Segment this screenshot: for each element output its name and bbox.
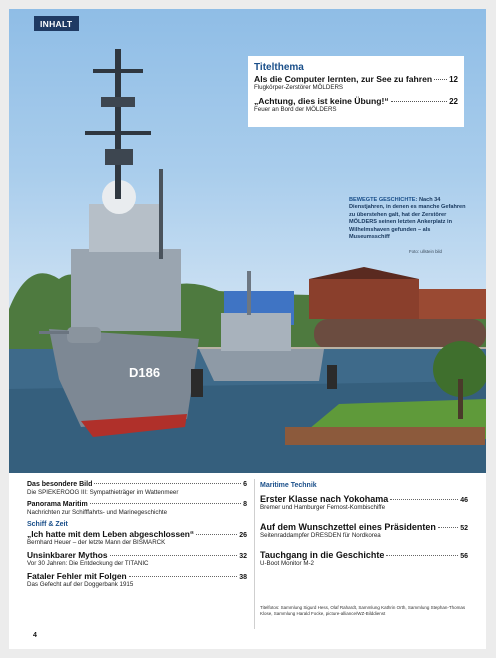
leader-dots — [391, 101, 447, 102]
toc-page-number: 46 — [460, 497, 468, 504]
mast-yard-2 — [85, 131, 151, 135]
aft-mast — [159, 169, 163, 259]
toc-entry[interactable] — [260, 522, 468, 540]
leader-dots — [94, 483, 241, 484]
toc-section-label: Panorama Maritim — [27, 501, 88, 508]
photo-credits: Titelfotos: Sammlung Sigurd Hess, Olaf Rahardt, Sammlung Kathrin Orth, Sammlung Stephan-Thomas Klose, Sammlung Harald Focke, picture-alliance/WZ-Bilddienst — [260, 605, 466, 616]
mast-platform — [105, 149, 133, 165]
toc-entry-title: Unsinkbarer Mythos — [27, 550, 108, 560]
caption-credit: Foto: ullstein bild — [409, 249, 442, 254]
feature-entry-page: 12 — [449, 75, 458, 84]
photo-caption — [349, 197, 471, 241]
feature-entry-page: 22 — [449, 97, 458, 106]
leader-dots — [129, 576, 238, 577]
leader-dots — [110, 555, 238, 556]
toc-entry-subtitle: Seitenraddampfer DRESDEN für Nordkorea — [260, 532, 381, 539]
leader-dots — [386, 555, 458, 556]
brick-building-2 — [419, 289, 486, 319]
toc-left-column — [27, 477, 247, 589]
feature-entry-2[interactable] — [254, 96, 458, 106]
mooring-post-2 — [327, 365, 337, 389]
toc-entry-title: Erster Klasse nach Yokohama — [260, 494, 389, 504]
toc-page-number: 52 — [460, 525, 468, 532]
hull-number: D186 — [129, 365, 161, 380]
toc-page-number: 6 — [243, 481, 247, 488]
tree-trunk — [458, 379, 463, 419]
toc-section-label: Maritime Technik — [260, 482, 317, 489]
feature-entry-subtitle: Feuer an Bord der MÖLDERS — [254, 106, 337, 113]
feature-box — [248, 56, 464, 127]
toc-entry-subtitle: Bernhard Heuer – der letzte Mann der BISMARCK — [27, 539, 166, 546]
building-roof — [309, 267, 419, 279]
toc-page-number: 8 — [243, 501, 247, 508]
toc-entry-title: Auf dem Wunschzettel eines Präsidenten — [260, 522, 436, 532]
feature-heading: Titelthema — [254, 62, 304, 73]
destroyer-superstructure — [71, 249, 181, 331]
leader-dots — [434, 79, 447, 80]
feature-entry-title: Als die Computer lernten, zur See zu fahren — [254, 74, 433, 84]
toc-entry[interactable] — [260, 550, 468, 568]
cover-photo — [9, 9, 486, 473]
page-number: 4 — [33, 632, 37, 639]
leader-dots — [90, 503, 241, 504]
toc-page-number: 38 — [239, 574, 247, 581]
small-ship-mast — [247, 271, 251, 315]
toc-section-label: Schiff & Zeit — [27, 521, 68, 528]
toc-entry[interactable] — [260, 494, 468, 512]
toc-entry-title: Fataler Fehler mit Folgen — [27, 571, 127, 581]
caption-text: Nach 34 Dienstjahren, in denen es manche Gefahren zu überstehen galt, hat der Zerstörer MÖLDERS seinen letzten Ankerplatz in Wilhelmshaven gefunden – als Museumsschiff — [349, 197, 466, 241]
gun-turret — [67, 327, 101, 343]
toc-entry[interactable] — [27, 500, 247, 517]
radar-antenna — [101, 97, 135, 107]
toc-page-number: 32 — [239, 553, 247, 560]
toc-entry[interactable] — [27, 480, 247, 497]
leader-dots — [196, 534, 237, 535]
toc-entry[interactable] — [27, 571, 247, 589]
toc-page-number: 56 — [460, 553, 468, 560]
toc-entry-subtitle: Das Gefecht auf der Doggerbank 1915 — [27, 581, 134, 588]
caption-lead: BEWEGTE GESCHICHTE: — [349, 197, 418, 203]
toc-entry[interactable] — [27, 550, 247, 568]
feature-entry-subtitle: Flugkörper-Zerstörer MÖLDERS — [254, 84, 344, 91]
brick-building — [309, 279, 419, 319]
toc-right-column — [260, 477, 468, 568]
toc-entry-title: Tauchgang in die Geschichte — [260, 550, 385, 560]
pier-wall — [285, 427, 485, 445]
toc-entry-subtitle: Die SPIEKEROOG III: Sympathieträger im Wattenmeer — [27, 489, 179, 496]
feature-entry-title: „Achtung, dies ist keine Übung!“ — [254, 96, 389, 106]
toc-page-number: 26 — [239, 532, 247, 539]
mast-yard-1 — [93, 69, 143, 73]
magazine-page — [9, 9, 486, 649]
toc-entry-subtitle: Nachrichten zur Schifffahrts- und Marinegeschichte — [27, 509, 168, 516]
toc-section-label: Das besondere Bild — [27, 481, 93, 488]
toc-entry[interactable] — [27, 520, 247, 547]
small-ship-hull — [199, 349, 324, 381]
section-tag: INHALT — [34, 16, 79, 31]
column-divider — [254, 479, 255, 629]
small-ship-superstructure — [221, 313, 291, 351]
mooring-post — [191, 369, 203, 397]
toc-entry-title: „Ich hatte mit dem Leben abgeschlossen“ — [27, 529, 195, 539]
toc-entry-subtitle: Vor 30 Jahren: Die Entdeckung der TITANIC — [27, 560, 149, 567]
toc-entry-subtitle: Bremer und Hamburger Fernost-Kombischiffe — [260, 504, 386, 511]
toc-entry-subtitle: U-Boot Monitor M-2 — [260, 560, 314, 567]
gun-barrel — [39, 331, 69, 334]
feature-entry-1[interactable] — [254, 74, 458, 84]
leader-dots — [390, 499, 458, 500]
leader-dots — [438, 527, 458, 528]
